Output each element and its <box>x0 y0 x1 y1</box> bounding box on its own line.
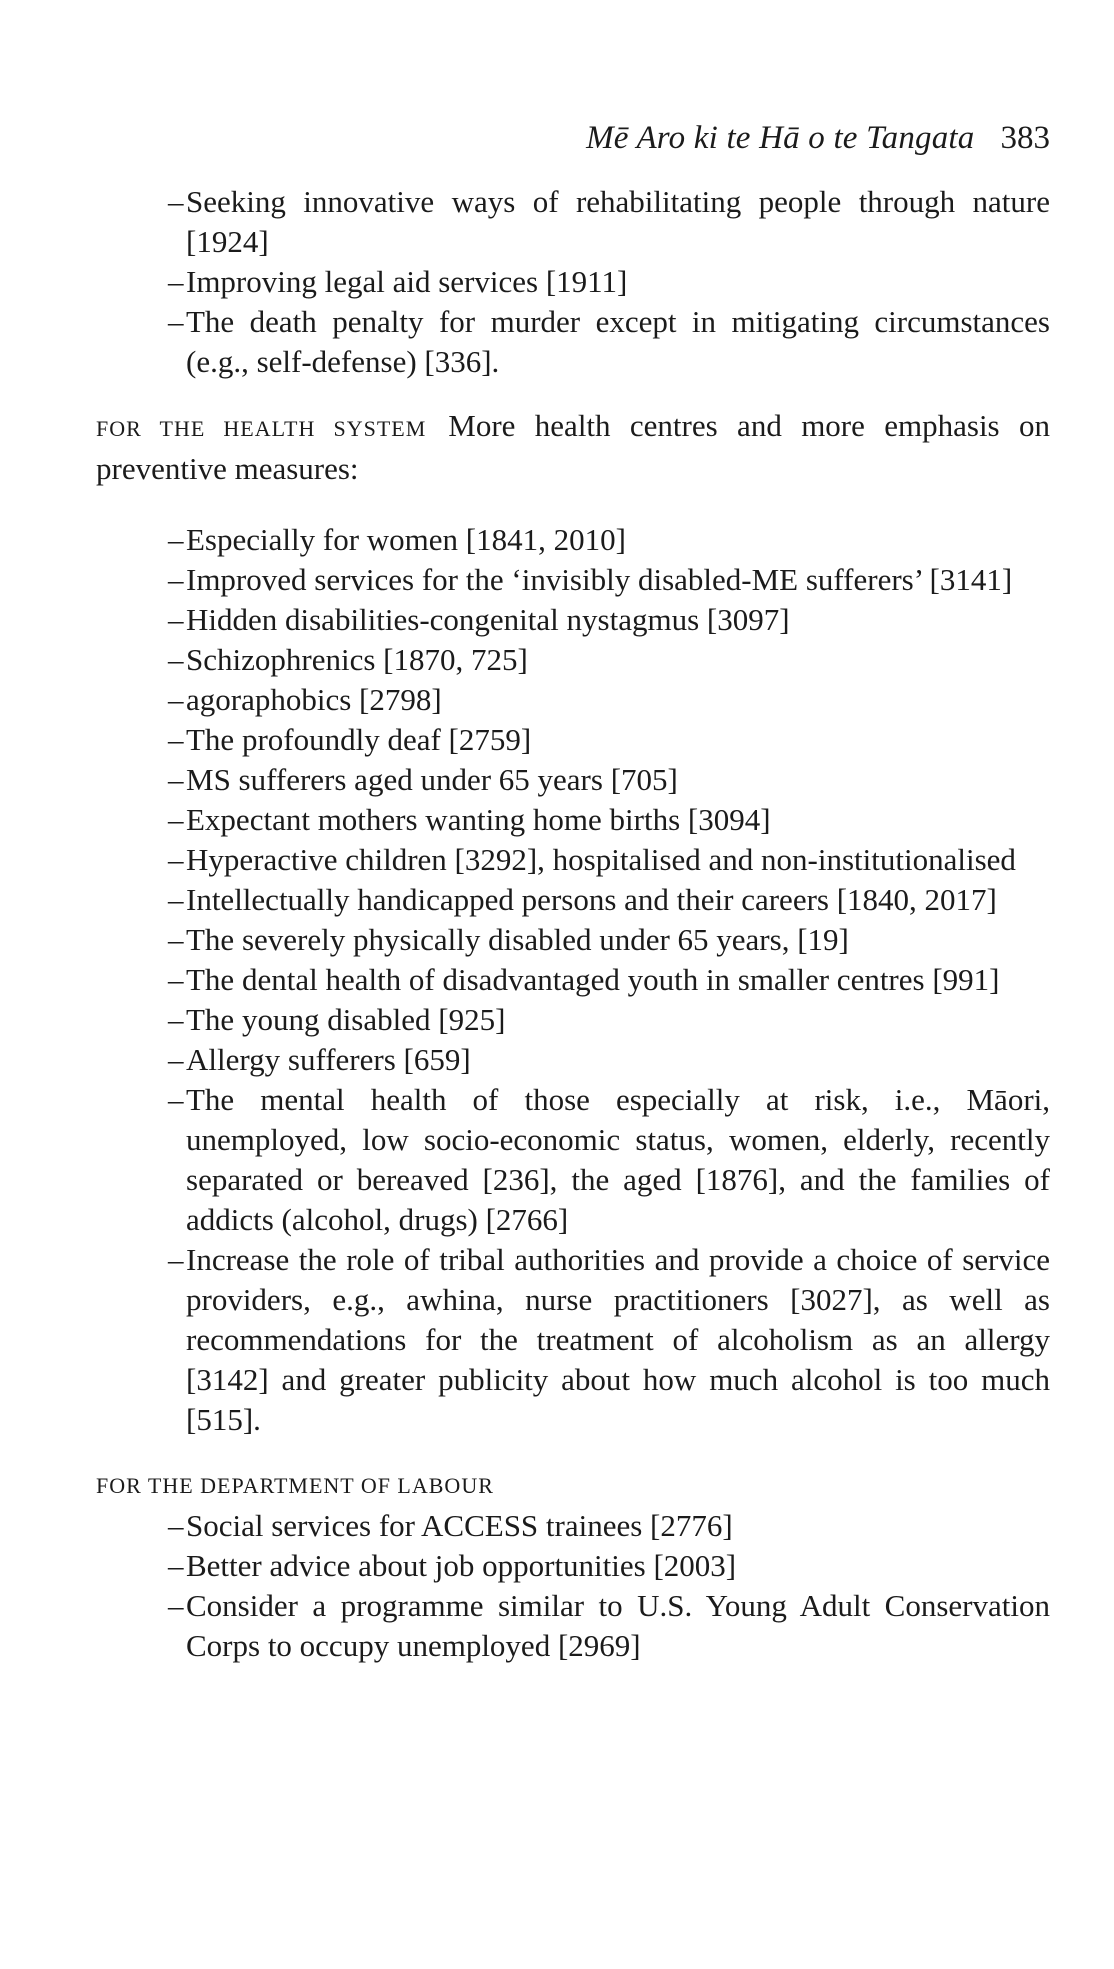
dash-marker: – <box>168 842 184 877</box>
list-item-text: agoraphobics [2798] <box>186 682 442 717</box>
list-item <box>96 920 1050 960</box>
list-item-text: Seeking innovative ways of rehabilitating people through nature [1924] <box>186 184 1050 259</box>
list-item <box>96 760 1050 800</box>
list-item <box>96 1506 1050 1546</box>
list-item-text: Improved services for the ‘invisibly disabled-ME sufferers’ [3141] <box>186 562 1013 597</box>
dash-marker: – <box>168 562 184 597</box>
list-item-text: Hidden disabilities-congenital nystagmus [3097] <box>186 602 790 637</box>
dash-marker: – <box>168 722 184 757</box>
page-number: 383 <box>1000 120 1050 156</box>
list-item <box>96 1040 1050 1080</box>
running-head-title: Mē Aro ki te Hā o te Tangata <box>586 120 975 156</box>
labour-list <box>96 1506 1050 1666</box>
list-item-text: Schizophrenics [1870, 725] <box>186 642 528 677</box>
list-item <box>96 560 1050 600</box>
list-item-text: Improving legal aid services [1911] <box>186 264 628 299</box>
list-item-text: Consider a programme similar to U.S. Young Adult Conservation Corps to occupy unemployed [2969] <box>186 1588 1050 1663</box>
list-item-text: The death penalty for murder except in mitigating circumstances (e.g., self-defense) [336]. <box>186 304 1050 379</box>
dash-marker: – <box>168 802 184 837</box>
list-item-text: The mental health of those especially at risk, i.e., Māori, unemployed, low socio-economic status, women, elderly, recently separated or bereaved [236], the aged [1876], and the families of addicts (alcohol, drugs) [2766] <box>186 1082 1050 1237</box>
list-item <box>96 1080 1050 1240</box>
list-item <box>96 720 1050 760</box>
dash-marker: – <box>168 642 184 677</box>
list-item <box>96 880 1050 920</box>
dash-marker: – <box>168 1242 184 1277</box>
list-item <box>96 600 1050 640</box>
dash-marker: – <box>168 922 184 957</box>
list-item <box>96 520 1050 560</box>
dash-marker: – <box>168 522 184 557</box>
list-item-text: MS sufferers aged under 65 years [705] <box>186 762 678 797</box>
list-item-text: Especially for women [1841, 2010] <box>186 522 626 557</box>
list-item <box>96 840 1050 880</box>
list-item-text: Increase the role of tribal authorities and provide a choice of service providers, e.g., awhina, nurse practitioners [3027], as well as recommendations for the treatment of alcoholism as an allergy [3142] and greater publicity about how much alcohol is too much [515]. <box>186 1242 1050 1437</box>
list-item <box>96 640 1050 680</box>
list-item <box>96 1000 1050 1040</box>
list-item-text: The profoundly deaf [2759] <box>186 722 532 757</box>
list-item <box>96 1240 1050 1440</box>
list-item <box>96 1586 1050 1666</box>
dash-marker: – <box>168 762 184 797</box>
dash-marker: – <box>168 882 184 917</box>
list-item-text: The young disabled [925] <box>186 1002 506 1037</box>
list-item-text: The severely physically disabled under 65 years, [19] <box>186 922 849 957</box>
list-item-text: Social services for ACCESS trainees [2776] <box>186 1508 733 1543</box>
dash-marker: – <box>168 602 184 637</box>
dash-marker: – <box>168 304 184 339</box>
list-item-text: Intellectually handicapped persons and their careers [1840, 2017] <box>186 882 997 917</box>
running-head <box>430 118 1050 158</box>
labour-section-heading: FOR THE DEPARTMENT OF LABOUR <box>96 1473 494 1498</box>
list-item <box>96 960 1050 1000</box>
dash-marker: – <box>168 962 184 997</box>
health-section-heading: FOR THE HEALTH SYSTEM <box>96 416 427 441</box>
health-list <box>96 520 1050 1440</box>
dash-marker: – <box>168 1002 184 1037</box>
health-lead-text: More health centres and more emphasis on preventive measures: <box>96 408 1050 486</box>
list-item <box>96 680 1050 720</box>
list-item-text: The dental health of disadvantaged youth in smaller centres [991] <box>186 962 1000 997</box>
list-item <box>96 1546 1050 1586</box>
dash-marker: – <box>168 682 184 717</box>
intro-list <box>96 182 1050 382</box>
dash-marker: – <box>168 184 184 219</box>
dash-marker: – <box>168 1588 184 1623</box>
list-item <box>96 800 1050 840</box>
dash-marker: – <box>168 1508 184 1543</box>
dash-marker: – <box>168 1082 184 1117</box>
list-item-text: Better advice about job opportunities [2003] <box>186 1548 737 1583</box>
list-item-text: Expectant mothers wanting home births [3094] <box>186 802 771 837</box>
list-item-text: Allergy sufferers [659] <box>186 1042 471 1077</box>
page-body <box>96 182 1050 1666</box>
health-section-lead <box>96 406 1050 489</box>
list-item-text: Hyperactive children [3292], hospitalised and non-institutionalised <box>186 842 1016 877</box>
dash-marker: – <box>168 1042 184 1077</box>
list-item <box>96 182 1050 262</box>
dash-marker: – <box>168 1548 184 1583</box>
list-item <box>96 302 1050 382</box>
dash-marker: – <box>168 264 184 299</box>
list-item <box>96 262 1050 302</box>
